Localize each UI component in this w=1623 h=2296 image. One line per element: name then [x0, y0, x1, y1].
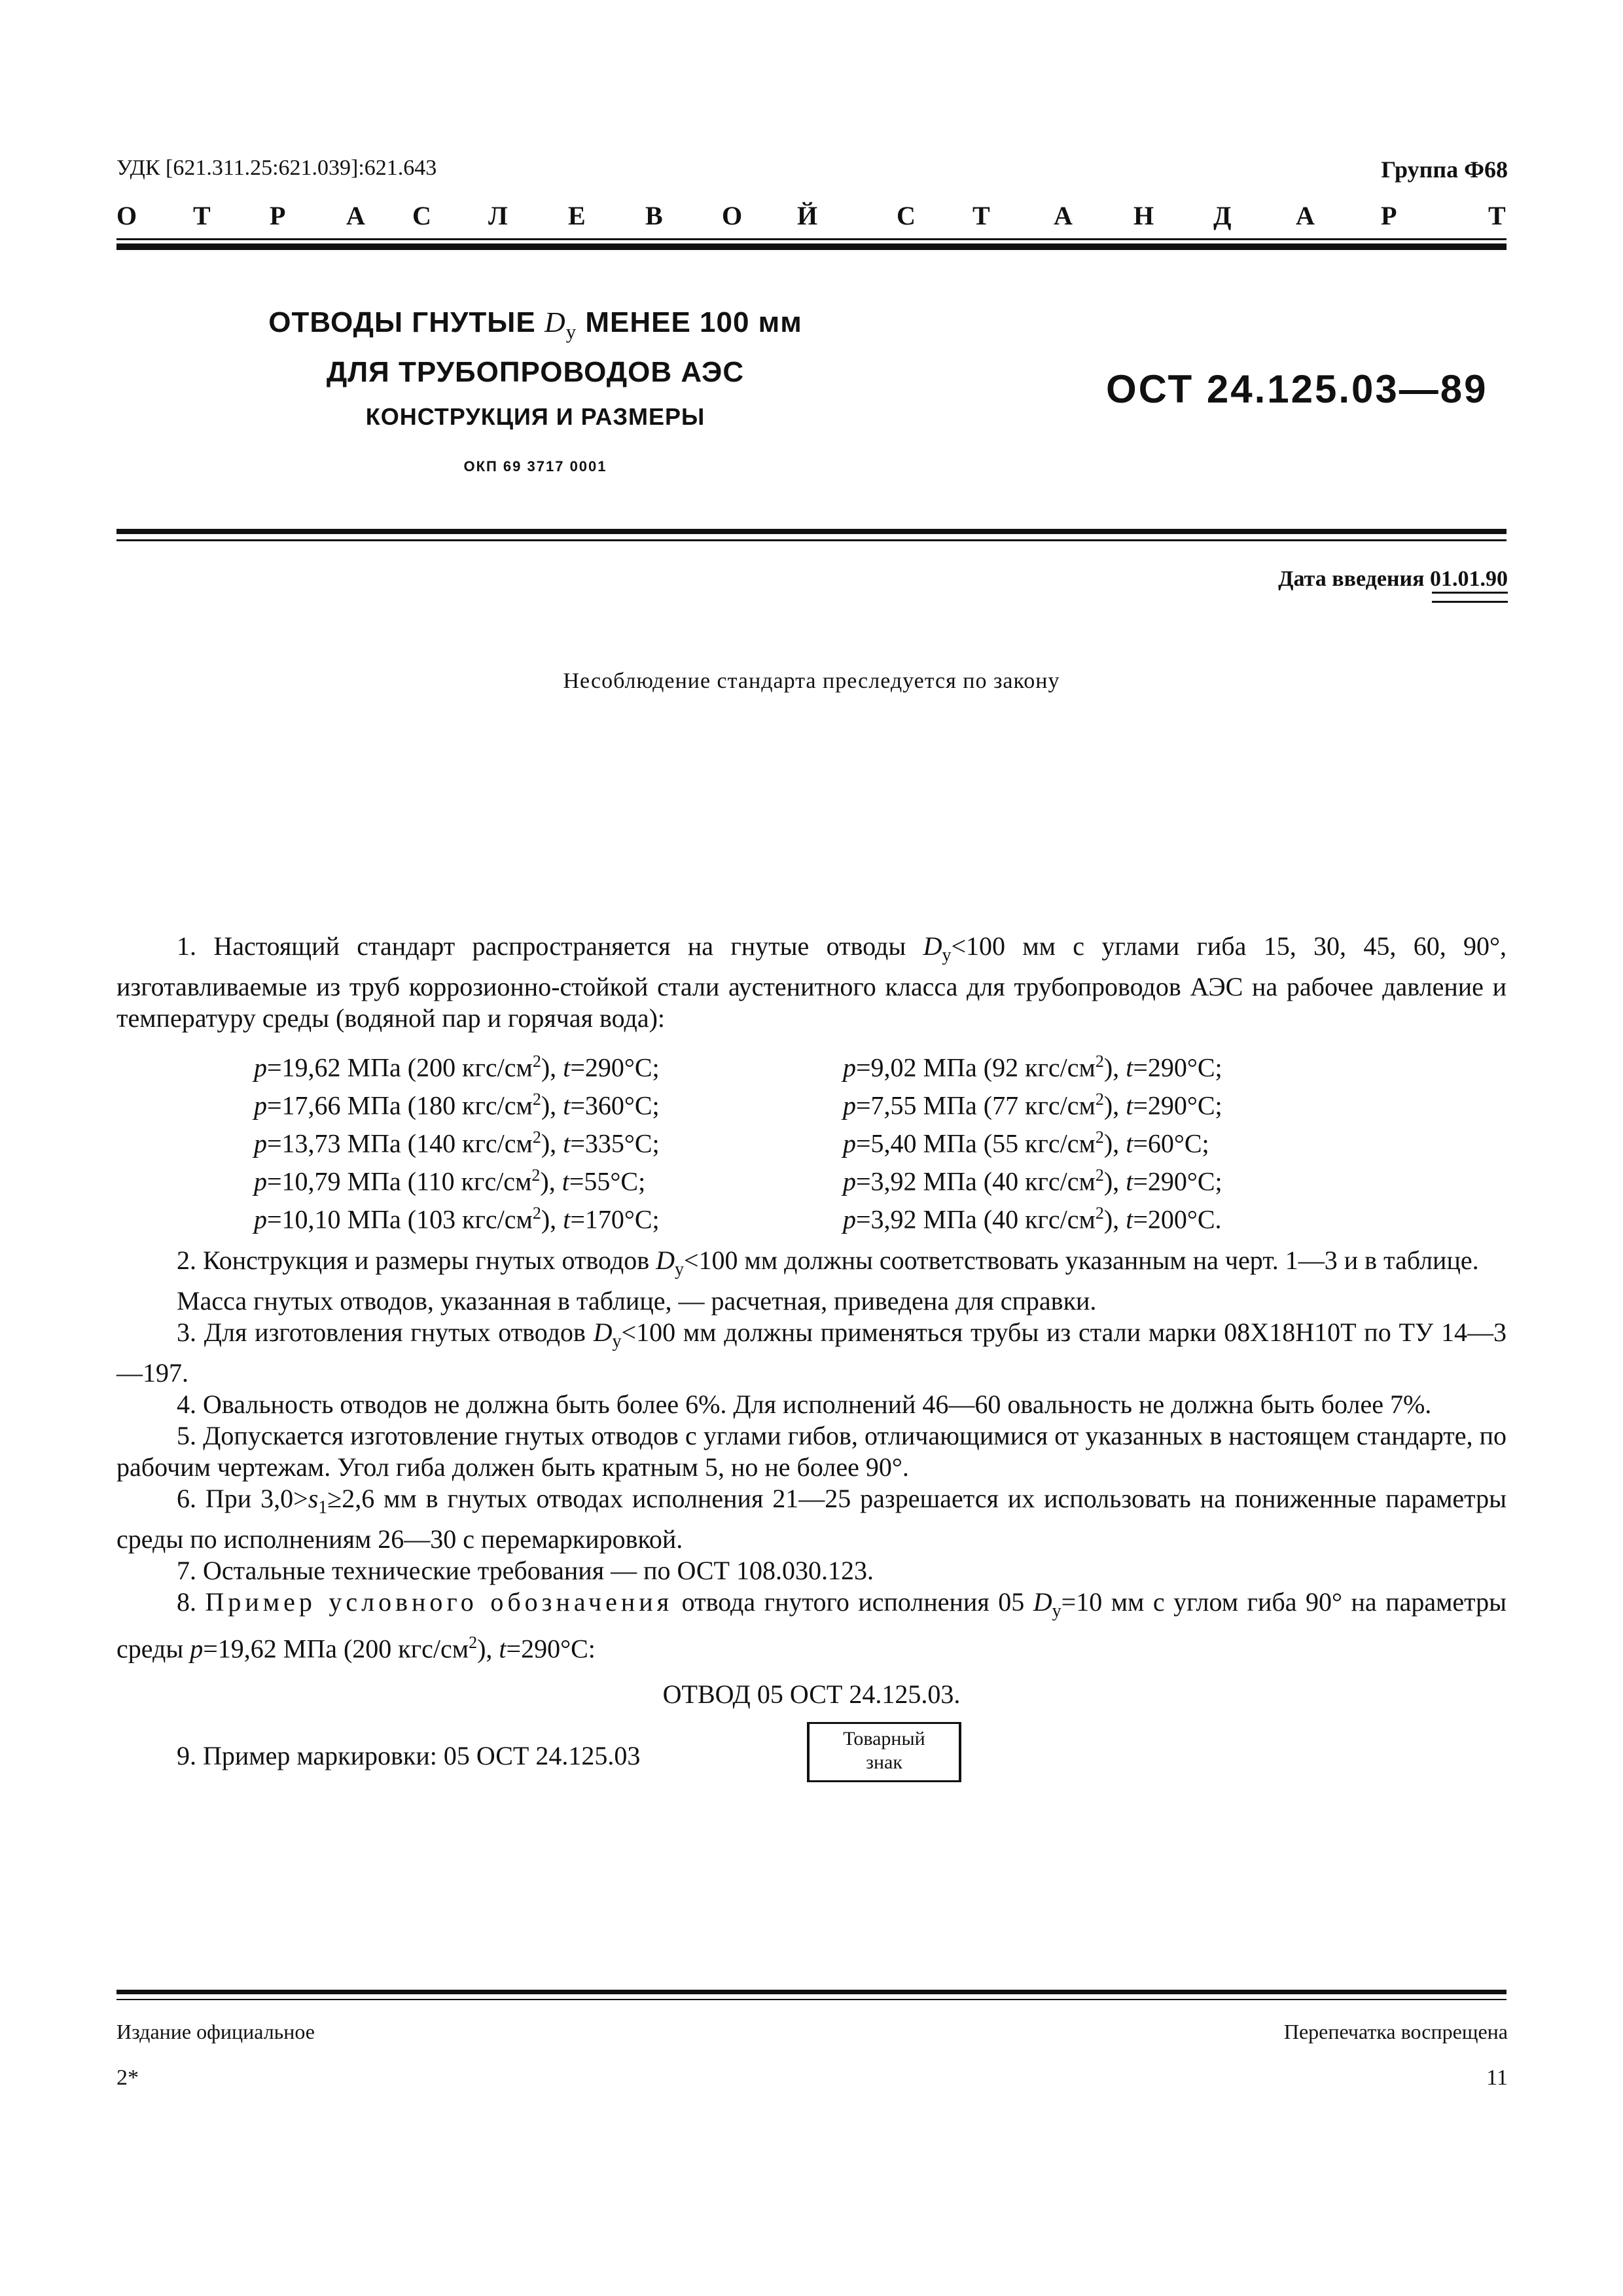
paragraph-2-mass-note: Масса гнутых отводов, указанная в таблице, — расчетная, приведена для справки.	[177, 1286, 1097, 1316]
udk-code: УДК [621.311.25:621.039]:621.643	[116, 156, 437, 180]
paragraph-6: 6. При $3,0>s_1\ge 2,6$ мм в гнутых отводах исполнения 21—25 разрешается их использовать на пониженные параметры среды по исполнениям 26—30 с перемаркировкой.	[116, 1484, 1507, 1554]
divider	[116, 238, 1507, 240]
industry-standard-banner	[116, 200, 1507, 230]
document-body	[116, 931, 1507, 1790]
paragraph-7: 7. Остальные технические требования — по ОСТ 108.030.123.	[177, 1556, 874, 1585]
marking-text: 9. Пример маркировки: 05 ОСТ 24.125.03	[177, 1741, 641, 1771]
divider	[116, 1990, 1507, 1994]
paragraph-8: 8. Пример условного обозначения отвода гнутого исполнения 05 $D_у=10$ мм с углом гиба 90° на параметры среды p=19,62 МПа (200 кгс/$см^2$), t=290°С:	[116, 1587, 1507, 1664]
paragraph-4: 4. Овальность отводов не должна быть более 6%. Для исполнений 46—60 овальность не должна быть более 7%.	[177, 1390, 1432, 1419]
standard-number: ОСТ 24.125.03—89	[1106, 367, 1488, 411]
paragraph-2: 2. Конструкция и размеры гнутых отводов $D_у<100$ мм должны соответствовать указанным на черт. 1—3 и в таблице.	[177, 1246, 1479, 1280]
okp-code: ОКП 69 3717 0001	[463, 457, 607, 475]
param-cell: p=7,55 МПа (77 кгс/$см^2$), t=290°С;	[843, 1090, 1222, 1121]
banner-letter: Т	[193, 201, 211, 230]
parameters-table	[254, 1046, 1222, 1236]
paragraph-3: 3. Для изготовления гнутых отводов $D_у<100$ мм должны применяться трубы из стали марки 08Х18Н10Т по ТУ 14—3—197.	[116, 1318, 1507, 1388]
group-code: Группа Ф68	[1381, 156, 1508, 183]
table-row	[254, 1122, 1222, 1160]
param-cell: p=5,40 МПа (55 кгс/$см^2$), t=60°С;	[843, 1128, 1209, 1158]
banner-letter: Р	[1381, 201, 1397, 230]
param-cell: p=13,73 МПа (140 кгс/$см^2$), t=335°С;	[254, 1128, 660, 1158]
title-line-1: ОТВОДЫ ГНУТЫЕ $D_у$ МЕНЕЕ 100 мм	[268, 306, 802, 343]
divider	[116, 529, 1507, 534]
param-cell: p=9,02 МПа (92 кгс/$см^2$), t=290°С;	[843, 1052, 1222, 1083]
banner-letter: О	[116, 201, 137, 230]
banner-letter: А	[346, 201, 365, 230]
banner-letter: С	[897, 201, 916, 230]
marking-example	[116, 1722, 1507, 1790]
banner-letter: Т	[972, 201, 990, 230]
table-row	[254, 1198, 1222, 1236]
title-line-3: КОНСТРУКЦИЯ И РАЗМЕРЫ	[365, 403, 705, 430]
document-title-block	[116, 302, 954, 475]
table-row	[254, 1046, 1222, 1084]
param-cell: p=3,92 МПа (40 кгс/$см^2$), t=200°С.	[843, 1204, 1222, 1234]
banner-letter: В	[645, 201, 663, 230]
param-cell: p=10,10 МПа (103 кгс/$см^2$), t=170°С;	[254, 1204, 660, 1234]
title-line-2: ДЛЯ ТРУБОПРОВОДОВ АЭС	[326, 355, 745, 388]
date-underline	[1432, 601, 1508, 603]
trademark-box: Товарный знак	[807, 1722, 961, 1782]
banner-letter: А	[1296, 201, 1315, 230]
banner-letter: Т	[1488, 201, 1506, 230]
param-cell: p=19,62 МПа (200 кгс/$см^2$), t=290°С;	[254, 1052, 660, 1083]
divider	[116, 243, 1507, 250]
date-underline	[1432, 592, 1508, 594]
designation-example: ОТВОД 05 ОСТ 24.125.03.	[662, 1679, 961, 1710]
banner-letter: С	[412, 201, 431, 230]
paragraph-1: 1. Настоящий стандарт распространяется на гнутые отводы $D_у<100$ мм с углами гиба 15, 30, 45, 60, 90°, изготавливаемые из труб коррозионно-стойкой стали аустенитного класса для трубопроводов АЭС на рабочее давление и температуру среды (водяной пар и горячая вода):	[116, 931, 1507, 1033]
banner-letter: Л	[488, 201, 508, 230]
page-number: 11	[1486, 2066, 1508, 2090]
banner-letter: А	[1054, 201, 1073, 230]
table-row	[254, 1084, 1222, 1122]
reprint-note: Перепечатка воспрещена	[1283, 2020, 1508, 2043]
banner-letter: Р	[270, 201, 286, 230]
introduction-date: Дата введения 01.01.90	[1278, 567, 1508, 591]
param-cell: p=17,66 МПа (180 кгс/$см^2$), t=360°С;	[254, 1090, 660, 1121]
table-row	[254, 1160, 1222, 1198]
banner-letter: О	[722, 201, 743, 230]
banner-letter: Е	[568, 201, 586, 230]
param-cell: p=3,92 МПа (40 кгс/$см^2$), t=290°С;	[843, 1166, 1222, 1196]
banner-letter: Д	[1213, 201, 1232, 230]
law-notice: Несоблюдение стандарта преследуется по закону	[563, 669, 1060, 693]
sheet-mark: 2*	[116, 2066, 139, 2090]
paragraph-5: 5. Допускается изготовление гнутых отводов с углами гибов, отличающимися от указанных в настоящем стандарте, по рабочим чертежам. Угол гиба должен быть кратным 5, но не более 90°.	[116, 1421, 1507, 1482]
banner-letter: Н	[1133, 201, 1154, 230]
edition-note: Издание официальное	[116, 2020, 315, 2043]
banner-letter: Й	[797, 201, 818, 230]
param-cell: p=10,79 МПа (110 кгс/$см^2$), t=55°С;	[254, 1166, 646, 1196]
divider	[116, 1999, 1507, 2000]
divider	[116, 539, 1507, 541]
